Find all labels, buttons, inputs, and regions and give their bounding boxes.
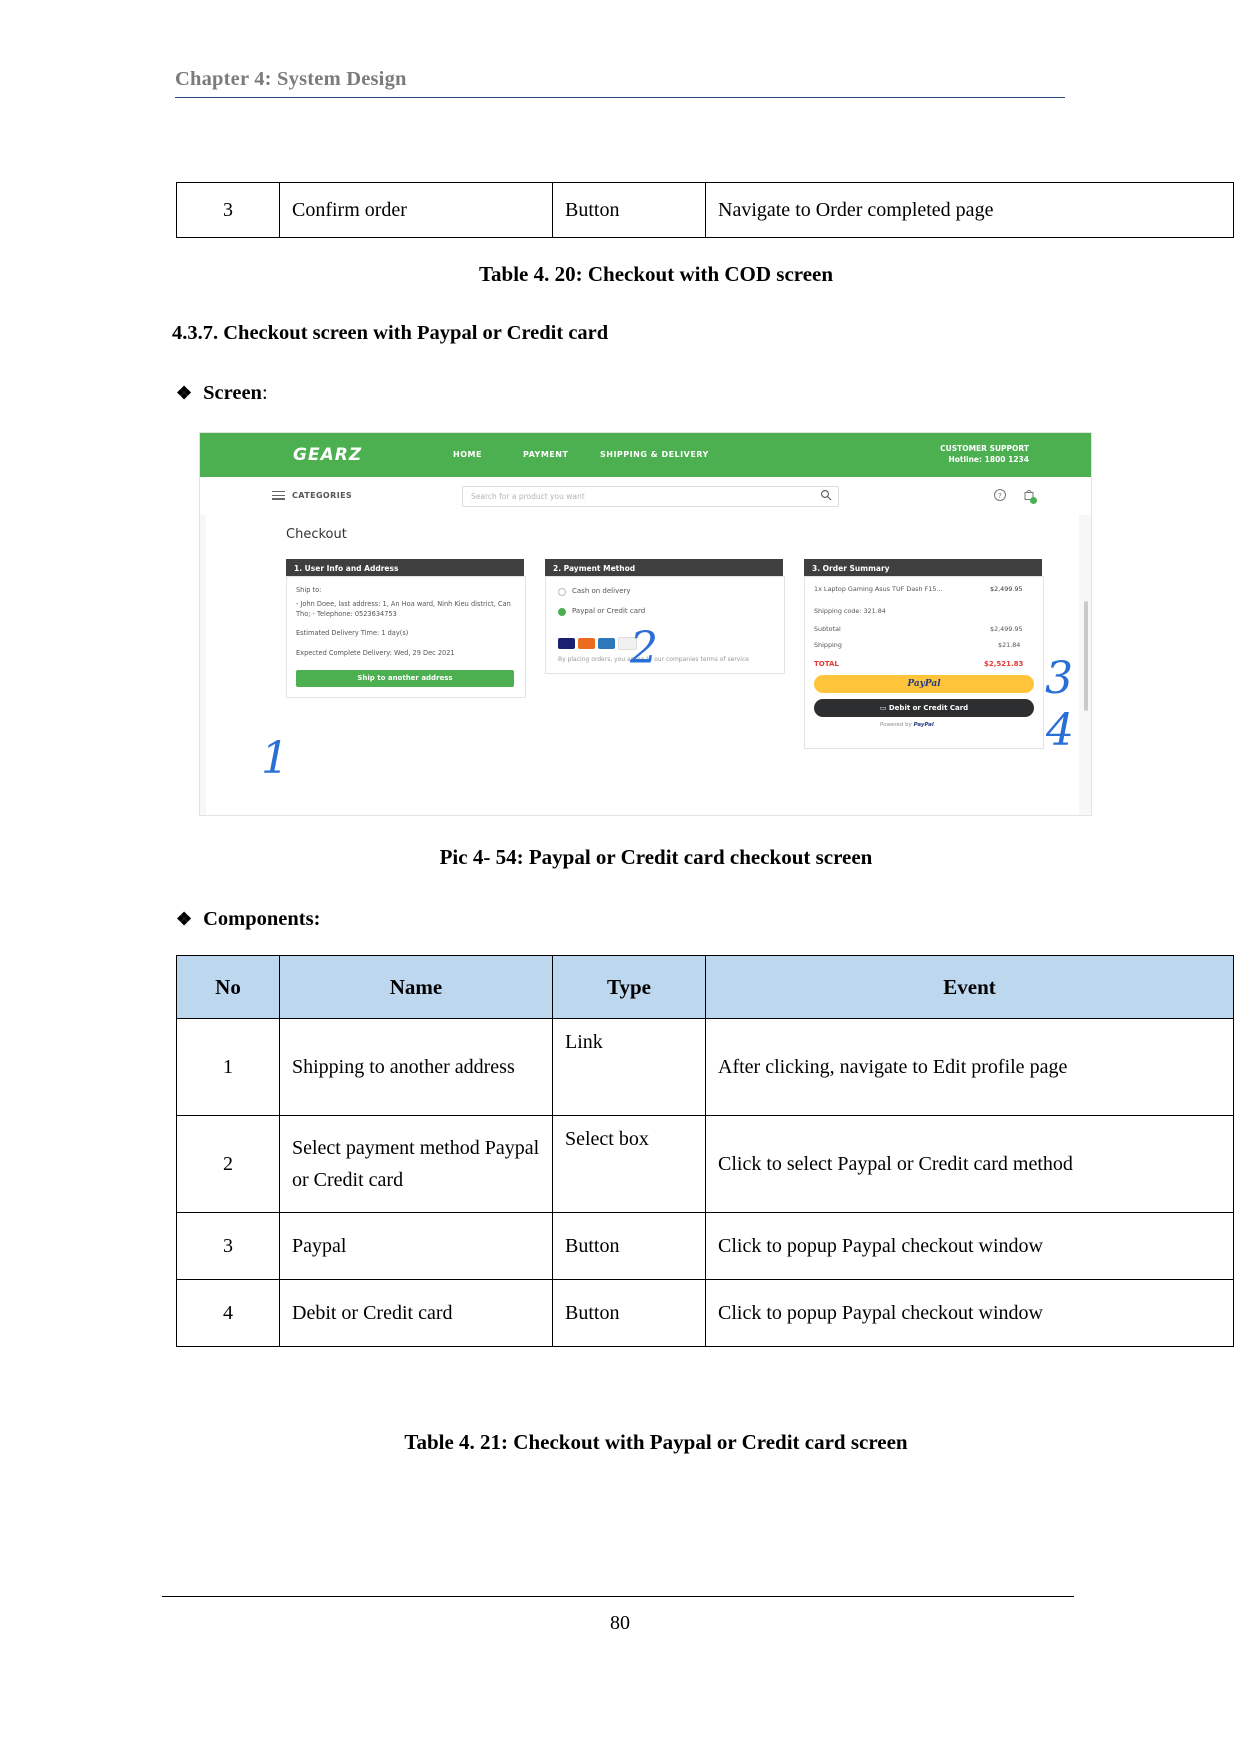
header-event: Event (706, 956, 1234, 1019)
amex-icon (598, 638, 615, 649)
cell-name: Confirm order (280, 183, 553, 238)
terms-note: By placing orders, you agree to our companies terms of service (558, 656, 749, 663)
diamond-bullet-icon: ❖ (176, 383, 193, 403)
cell-type: Button (553, 183, 706, 238)
components-table (176, 955, 1234, 1347)
annotation-2: 2 (630, 623, 658, 674)
order-item-name: 1x Laptop Gaming Asus TUF Dash F15... (814, 585, 943, 593)
menu-icon[interactable] (272, 491, 285, 500)
subtotal-value: $2,499.95 (990, 625, 1023, 633)
page-header (175, 68, 1065, 98)
mastercard-icon (578, 638, 595, 649)
radio-paypal-credit[interactable] (572, 607, 645, 615)
ship-to-another-address-button[interactable]: Ship to another address (296, 670, 514, 687)
table-header-row (177, 956, 1234, 1019)
debit-button-label: Debit or Credit Card (888, 704, 969, 712)
nav-home[interactable]: HOME (453, 450, 482, 459)
site-logo: GEARZ (293, 445, 363, 465)
cell-name: Debit or Credit card (280, 1280, 553, 1347)
continued-table (176, 182, 1234, 238)
diamond-bullet-icon: ❖ (176, 909, 193, 929)
page-number: 80 (610, 1612, 630, 1634)
search-icon[interactable] (820, 489, 832, 501)
radio-cod-label: Cash on delivery (572, 587, 631, 595)
debit-or-credit-card-button[interactable] (814, 699, 1034, 717)
paypal-button[interactable]: PayPal (814, 675, 1034, 693)
subtotal-label: Subtotal (814, 625, 841, 633)
radio-cash-on-delivery[interactable] (572, 587, 631, 595)
table-caption-21: Table 4. 21: Checkout with Paypal or Credit card screen (404, 1430, 908, 1454)
cell-no: 3 (177, 1213, 280, 1280)
panel-user-info-header: 1. User Info and Address (286, 559, 524, 576)
checkout-screenshot (200, 433, 1091, 815)
total-label: TOTAL (814, 660, 839, 668)
total-value: $2,521.83 (984, 660, 1024, 668)
table-row (177, 183, 1234, 238)
cell-type: Button (553, 1213, 706, 1280)
card-logos (558, 637, 637, 650)
checkout-page-title: Checkout (286, 527, 347, 542)
shipping-code-note: Shipping code: 321.84 (814, 607, 886, 615)
header-name: Name (280, 956, 553, 1019)
table-row (177, 1213, 1234, 1280)
card-icon: ▭ (879, 704, 889, 712)
annotation-3: 3 (1045, 653, 1073, 704)
annotation-1: 1 (261, 733, 289, 784)
powered-by-paypal (880, 722, 934, 728)
ship-to-label: Ship to: (296, 586, 322, 594)
section-heading: 4.3.7. Checkout screen with Paypal or Credit card (172, 322, 609, 344)
bullet-screen (176, 382, 268, 405)
bullet-screen-label: Screen (203, 382, 262, 404)
expected-complete-delivery: Expected Complete Delivery: Wed, 29 Dec 2021 (296, 649, 455, 657)
panel-payment-method-header: 2. Payment Method (545, 559, 783, 576)
help-icon[interactable] (993, 488, 1007, 502)
cell-event: Click to popup Paypal checkout window (706, 1213, 1234, 1280)
shipping-value: $21.84 (998, 641, 1021, 649)
customer-support-block (940, 443, 1029, 465)
cell-no: 2 (177, 1116, 280, 1213)
powered-prefix: Powered by (880, 722, 914, 728)
cell-event: Navigate to Order completed page (706, 183, 1234, 238)
estimated-delivery: Estimated Delivery Time: 1 day(s) (296, 629, 409, 637)
cell-no: 1 (177, 1019, 280, 1116)
support-hotline: Hotline: 1800 1234 (948, 455, 1029, 464)
table-row (177, 1019, 1234, 1116)
radio-icon (558, 588, 566, 596)
cart-badge (1030, 497, 1037, 504)
cell-no: 4 (177, 1280, 280, 1347)
order-item-price: $2,499.95 (990, 585, 1023, 593)
search-placeholder: Search for a product you want (471, 492, 585, 501)
cell-event: Click to select Paypal or Credit card method (706, 1116, 1234, 1213)
categories-label[interactable]: CATEGORIES (292, 491, 353, 500)
cell-name: Paypal (280, 1213, 553, 1280)
ship-address: - John Doee, last address: 1, An Hoa ward, Ninh Kieu district, Can Tho; - Telephone: 0523634753 (296, 600, 511, 618)
bullet-components-label: Components: (203, 908, 321, 930)
powered-brand: PayPal (913, 722, 934, 728)
bullet-screen-colon: : (261, 382, 268, 404)
radio-paypal-label: Paypal or Credit card (572, 607, 646, 615)
chapter-title: Chapter 4: System Design (175, 68, 407, 90)
cell-name: Select payment method Paypal or Credit card (280, 1116, 553, 1213)
shipping-label: Shipping (814, 641, 842, 649)
radio-icon-selected (558, 608, 566, 616)
support-title: CUSTOMER SUPPORT (940, 444, 1029, 453)
cell-event: After clicking, navigate to Edit profile page (706, 1019, 1234, 1116)
cell-event: Click to popup Paypal checkout window (706, 1280, 1234, 1347)
panel-order-summary-header: 3. Order Summary (804, 559, 1042, 576)
table-caption-20: Table 4. 20: Checkout with COD screen (478, 262, 834, 286)
annotation-4: 4 (1046, 705, 1074, 756)
header-type: Type (553, 956, 706, 1019)
bullet-components (176, 908, 320, 931)
checkout-body (200, 515, 1091, 815)
table-row (177, 1116, 1234, 1213)
scrollbar[interactable] (1084, 601, 1088, 711)
screenshot-figure (199, 432, 1092, 816)
cell-name: Shipping to another address (280, 1019, 553, 1116)
nav-shipping-delivery[interactable]: SHIPPING & DELIVERY (600, 450, 709, 459)
cell-no: 3 (177, 183, 280, 238)
cell-type: Button (553, 1280, 706, 1347)
search-input[interactable] (462, 486, 839, 507)
header-no: No (177, 956, 280, 1019)
visa-icon (558, 638, 575, 649)
footer-divider (162, 1596, 1074, 1597)
svg-text:?: ? (998, 492, 1002, 500)
figure-caption-54: Pic 4- 54: Paypal or Credit card checkout screen (439, 845, 873, 869)
header-divider (175, 97, 1065, 98)
nav-payment[interactable]: PAYMENT (523, 450, 569, 459)
cell-type: Link (553, 1019, 706, 1116)
cell-type: Select box (553, 1116, 706, 1213)
table-row (177, 1280, 1234, 1347)
